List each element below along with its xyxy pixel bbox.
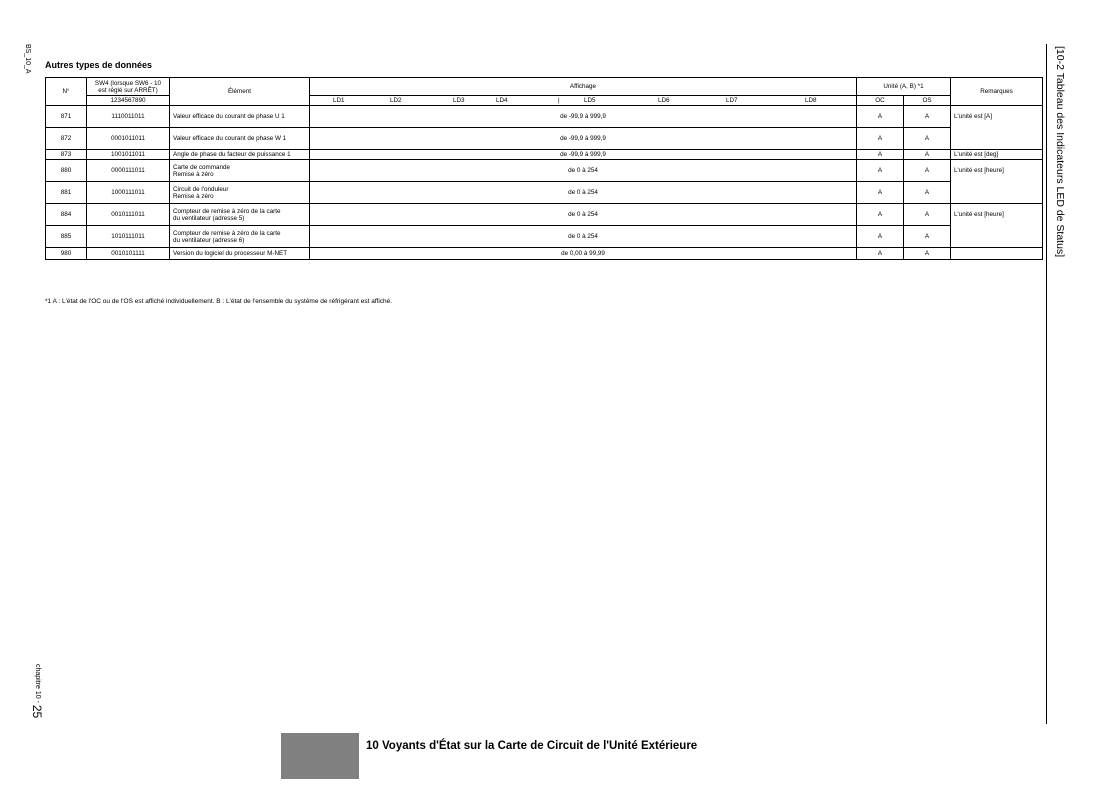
row-display: de -99,9 à 999,9 <box>310 106 857 128</box>
row-sw4: 0010111011 <box>87 204 170 226</box>
header-unit: Unité (A, B) *1 <box>857 78 951 96</box>
row-oc: A <box>857 160 904 182</box>
row-remark: L'unité est [deg] <box>951 150 1043 160</box>
row-display: de -99,9 à 999,9 <box>310 128 857 150</box>
page-number: 25 <box>30 704 44 719</box>
element-line: Remise à zéro <box>173 170 214 178</box>
chapter-page-label <box>30 664 44 718</box>
ld5-label: LD5 <box>584 97 596 104</box>
row-display: de 0 à 254 <box>310 204 857 226</box>
row-sw4: 0001011011 <box>87 128 170 150</box>
element-line: Carte de commande <box>173 163 231 171</box>
row-oc: A <box>857 106 904 128</box>
ld6-label: LD6 <box>658 97 670 104</box>
row-os: A <box>904 128 951 150</box>
row-element: Valeur efficace du courant de phase W 1 <box>170 128 310 150</box>
row-remark: L'unité est [heure] <box>951 204 1043 248</box>
row-os: A <box>904 150 951 160</box>
row-no: 884 <box>46 204 87 226</box>
row-display: de 0 à 254 <box>310 226 857 248</box>
row-sw4: 1110011011 <box>87 106 170 128</box>
row-element <box>170 204 310 226</box>
table-row <box>46 150 1043 160</box>
table-row <box>46 106 1043 128</box>
row-no: 881 <box>46 182 87 204</box>
row-remark: L'unité est [heure] <box>951 160 1043 204</box>
row-display: de -99,9 à 999,9 <box>310 150 857 160</box>
ld3-label: LD3 <box>453 97 465 104</box>
footnote: *1 A : L'état de l'OC ou de l'OS est affiché individuellement. B : L'état de l'ensemble du système de réfrigérant est affiché. <box>45 298 393 305</box>
row-sw4: 1001011011 <box>87 150 170 160</box>
side-title: [10-2 Tableau des Indicateurs LED de Status] <box>1054 46 1066 258</box>
element-line: du ventilateur (adresse 6) <box>173 236 245 244</box>
row-sw4: 1000111011 <box>87 182 170 204</box>
table-row <box>46 226 1043 248</box>
row-element <box>170 160 310 182</box>
row-os: A <box>904 182 951 204</box>
chapter-title: 10 Voyants d'État sur la Carte de Circuit de l'Unité Extérieure <box>366 740 698 752</box>
row-display: de 0,00 à 99,99 <box>310 248 857 260</box>
row-no: 872 <box>46 128 87 150</box>
ld-separator: | <box>558 97 560 104</box>
element-line: Compteur de remise à zéro de la carte <box>173 229 281 237</box>
row-remark <box>951 248 1043 260</box>
row-os: A <box>904 248 951 260</box>
element-line: Remise à zéro <box>173 192 214 200</box>
table-row <box>46 204 1043 226</box>
element-line: Circuit de l'onduleur <box>173 185 229 193</box>
row-oc: A <box>857 182 904 204</box>
header-no: N° <box>46 78 87 106</box>
ld2-label: LD2 <box>390 97 402 104</box>
chapter-tab-block <box>281 733 359 779</box>
table-row <box>46 128 1043 150</box>
document-code: BS_10_A <box>24 44 31 74</box>
header-oc: OC <box>857 96 904 106</box>
row-element: Valeur efficace du courant de phase U 1 <box>170 106 310 128</box>
row-no: 880 <box>46 160 87 182</box>
table-row <box>46 160 1043 182</box>
table-row <box>46 248 1043 260</box>
header-display: Affichage <box>310 78 857 96</box>
row-sw4: 0010101111 <box>87 248 170 260</box>
row-element <box>170 226 310 248</box>
row-oc: A <box>857 248 904 260</box>
ld8-label: LD8 <box>805 97 817 104</box>
row-display: de 0 à 254 <box>310 182 857 204</box>
row-os: A <box>904 204 951 226</box>
header-remarks: Remarques <box>951 78 1043 106</box>
row-no: 871 <box>46 106 87 128</box>
row-oc: A <box>857 150 904 160</box>
header-sw4-bits: 1234567890 <box>87 96 170 106</box>
row-sw4: 0000111011 <box>87 160 170 182</box>
chapter-label: chapitre 10 - <box>34 664 41 703</box>
header-os: OS <box>904 96 951 106</box>
table-row <box>46 182 1043 204</box>
row-element <box>170 182 310 204</box>
row-os: A <box>904 106 951 128</box>
row-oc: A <box>857 226 904 248</box>
header-ld-row <box>310 96 857 106</box>
row-os: A <box>904 226 951 248</box>
led-data-table <box>45 77 1043 260</box>
ld4-label: LD4 <box>496 97 508 104</box>
row-oc: A <box>857 128 904 150</box>
row-remark: L'unité est [A] <box>951 106 1043 150</box>
ld1-label: LD1 <box>333 97 345 104</box>
row-element: Version du logiciel du processeur M-NET <box>170 248 310 260</box>
ld7-label: LD7 <box>726 97 738 104</box>
section-title: Autres types de données <box>45 60 153 70</box>
row-sw4: 1010111011 <box>87 226 170 248</box>
header-element: Élément <box>170 78 310 106</box>
row-no: 885 <box>46 226 87 248</box>
element-line: du ventilateur (adresse 5) <box>173 214 245 222</box>
side-rule <box>1046 44 1047 724</box>
element-line: Compteur de remise à zéro de la carte <box>173 207 281 215</box>
row-no: 980 <box>46 248 87 260</box>
row-display: de 0 à 254 <box>310 160 857 182</box>
header-sw4: SW4 (lorsque SW6 - 10 est réglé sur ARRÊT) <box>87 78 170 96</box>
row-no: 873 <box>46 150 87 160</box>
row-oc: A <box>857 204 904 226</box>
row-os: A <box>904 160 951 182</box>
row-element: Angle de phase du facteur de puissance 1 <box>170 150 310 160</box>
